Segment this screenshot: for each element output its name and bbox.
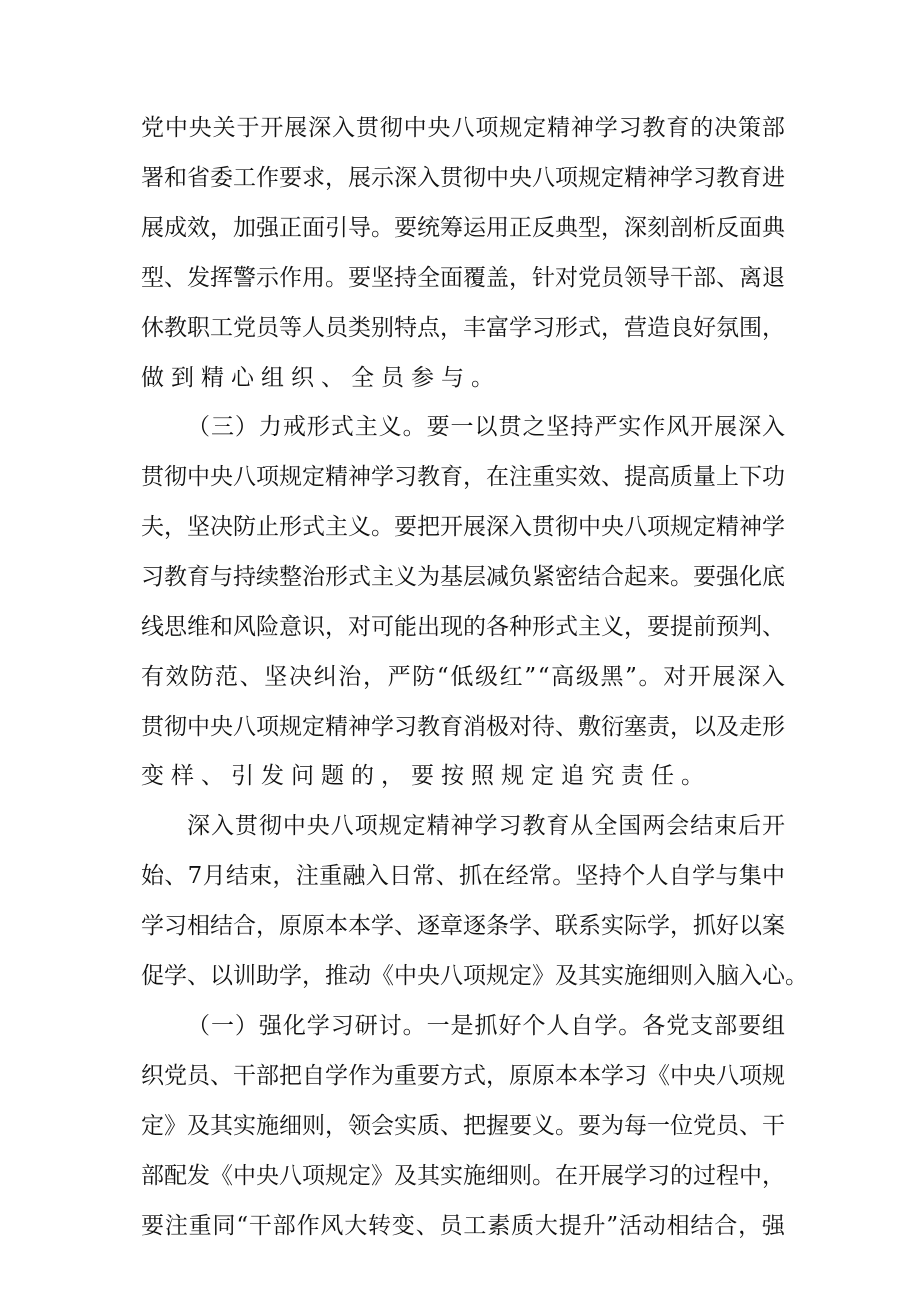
text-line-content: 做到精心组织、全员参与。: [141, 365, 501, 391]
text-line-content: 展成效，加强正面引导。要统筹运用正反典型，深刻剖析反面典: [141, 215, 785, 241]
text-line-content: 署和省委工作要求，展示深入贯彻中央八项规定精神学习教育进: [141, 165, 785, 191]
text-line: [0, 958, 920, 994]
text-line-content: 习教育与持续整治形式主义为基层减负紧密结合起来。要强化底: [141, 564, 785, 590]
text-line-content: 线思维和风险意识，对可能出现的各种形式主义，要提前预判、: [141, 614, 785, 640]
text-line-content: 型、发挥警示作用。要坚持全面覆盖，针对党员领导干部、离退: [141, 265, 785, 291]
text-line: [0, 559, 920, 595]
text-line: [0, 758, 920, 794]
text-line: [0, 1058, 920, 1094]
text-line-content: 定》及其实施细则，领会实质、把握要义。要为每一位党员、干: [141, 1113, 785, 1139]
text-line-content: 党中央关于开展深入贯彻中央八项规定精神学习教育的决策部: [141, 115, 786, 141]
text-line-content: 织党员、干部把自学作为重要方式，原原本本学习《中央八项规: [141, 1063, 785, 1089]
text-line: [0, 908, 920, 944]
text-line: [0, 260, 920, 296]
text-line: [0, 808, 920, 844]
text-line-content: 贯彻中央八项规定精神学习教育消极对待、敷衍塞责，以及走形: [141, 714, 785, 740]
text-line-content: 有效防范、坚决纠治，严防“低级红”“高级黑”。对开展深入: [141, 664, 787, 690]
text-line: [0, 1108, 920, 1144]
text-line: [0, 1008, 920, 1044]
text-line: [0, 160, 920, 196]
text-line: [0, 1158, 920, 1194]
text-line-content: 学习相结合，原原本本学、逐章逐条学、联系实际学，抓好以案: [141, 913, 785, 939]
text-line: [0, 360, 920, 396]
text-line-content: （三）力戒形式主义。要一以贯之坚持严实作风开展深入: [187, 414, 786, 440]
text-line: [0, 110, 920, 146]
text-line-content: 始、7月结束，注重融入日常、抓在经常。坚持个人自学与集中: [141, 863, 786, 889]
text-line-content: 贯彻中央八项规定精神学习教育，在注重实效、提高质量上下功: [141, 464, 785, 490]
text-line: [0, 1208, 920, 1244]
text-line-content: 夫，坚决防止形式主义。要把开展深入贯彻中央八项规定精神学: [141, 514, 785, 540]
text-line: [0, 609, 920, 645]
text-line: [0, 509, 920, 545]
text-line-content: 促学、以训助学，推动《中央八项规定》及其实施细则入脑入心。: [141, 963, 808, 989]
text-line: [0, 210, 920, 246]
text-line-content: 休教职工党员等人员类别特点，丰富学习形式，营造良好氛围，: [141, 315, 785, 341]
text-line-content: 深入贯彻中央八项规定精神学习教育从全国两会结束后开: [187, 813, 786, 839]
text-line: [0, 858, 920, 894]
text-line: [0, 310, 920, 346]
text-line-content: （一）强化学习研讨。一是抓好个人自学。各党支部要组: [187, 1013, 786, 1039]
text-line: [0, 709, 920, 745]
text-line-content: 部配发《中央八项规定》及其实施细则。在开展学习的过程中，: [141, 1163, 785, 1189]
text-line: [0, 459, 920, 495]
text-line: [0, 659, 920, 695]
text-line: [0, 409, 920, 445]
text-line-content: 要注重同“干部作风大转变、员工素质大提升”活动相结合，强: [141, 1213, 786, 1239]
text-line-content: 变样、引发问题的，要按照规定追究责任。: [141, 763, 711, 789]
